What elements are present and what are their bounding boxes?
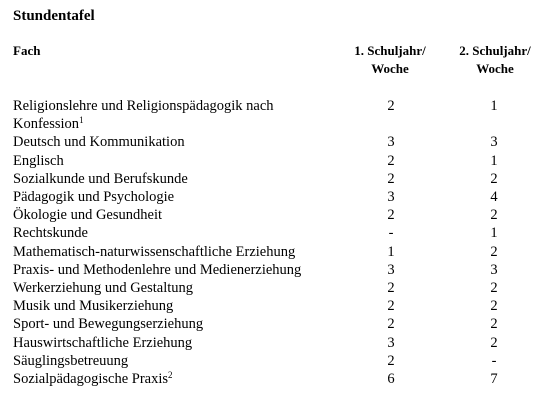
header-year2 [440, 42, 550, 78]
subject-label: Deutsch und Kommunikation [13, 134, 185, 151]
year2-value: 3 [490, 261, 498, 278]
subject-cell [0, 370, 330, 388]
table-row [0, 133, 552, 151]
table-row [0, 315, 552, 333]
subject-label: Rechtskunde [13, 225, 88, 242]
year1-value: 2 [387, 316, 395, 333]
year2-value: 2 [490, 207, 498, 224]
year1-value: 3 [387, 189, 395, 206]
year1-value: 2 [387, 352, 395, 369]
year1-value: 2 [387, 170, 395, 187]
subject-label: Ökologie und Gesundheit [13, 207, 163, 224]
year2-value: - [491, 352, 497, 369]
table-row [0, 152, 552, 170]
table-row [0, 243, 552, 261]
table-row [0, 352, 552, 370]
footnote-marker: 1 [79, 115, 84, 126]
year2-value: 7 [490, 371, 498, 388]
year1-value: 2 [387, 98, 395, 114]
subject-label: Religionslehre und Religionspädagogik nach [13, 98, 274, 114]
subject-label: Mathematisch-naturwissenschaftliche Erziehung [13, 243, 296, 260]
header-year1 [335, 42, 445, 78]
year1-value: 2 [387, 152, 395, 169]
table-row [0, 206, 552, 224]
year1-value: 2 [387, 207, 395, 224]
header-year2-line2: Woche [476, 61, 514, 76]
year1-value: - [388, 225, 394, 242]
year1-value: 3 [387, 334, 395, 351]
subject-label: Praxis- und Methodenlehre und Medienerziehung [13, 261, 302, 278]
year2-value: 2 [490, 298, 498, 315]
subject-label: Sport- und Bewegungserziehung [13, 316, 204, 333]
subject-label: Musik und Musikerziehung [13, 298, 174, 315]
table-row [0, 170, 552, 188]
year2-value: 1 [490, 152, 498, 169]
table-row [0, 279, 552, 297]
subject-label: Säuglingsbetreuung [13, 352, 129, 369]
table-row [0, 297, 552, 315]
header-year1-line2: Woche [371, 61, 409, 76]
subject-label: Hauswirtschaftliche Erziehung [13, 334, 193, 351]
year2-value: 3 [490, 134, 498, 151]
year1-value: 2 [387, 298, 395, 315]
year2-value: 2 [490, 243, 498, 260]
subject-label: Sozialpädagogische Praxis [13, 371, 169, 388]
subject-cell [0, 97, 330, 133]
year2-value: 2 [490, 170, 498, 187]
year1-value: 3 [387, 134, 395, 151]
table-header [0, 42, 552, 82]
footnote-marker: 2 [168, 370, 173, 381]
year2-value: 2 [490, 280, 498, 297]
subject-label: Werkerziehung und Gestaltung [13, 280, 194, 297]
year1-value: 1 [387, 243, 395, 260]
subject-label-continued: Konfession [13, 116, 80, 133]
year1-value: 2 [387, 280, 395, 297]
year2-value: 1 [490, 98, 498, 114]
table-row [0, 334, 552, 352]
header-year2-line1: 2. Schuljahr/ [459, 43, 531, 58]
page-title: Stundentafel [13, 8, 95, 24]
subject-label: Englisch [13, 152, 64, 169]
table-row [0, 370, 552, 388]
subject-label: Pädagogik und Psychologie [13, 189, 175, 206]
year1-value: 3 [387, 261, 395, 278]
table-row [0, 97, 552, 133]
year2-value: 2 [490, 316, 498, 333]
year2-value: 2 [490, 334, 498, 351]
header-subject: Fach [13, 43, 41, 58]
subject-table [0, 97, 552, 388]
year2-value: 1 [490, 225, 498, 242]
table-row [0, 261, 552, 279]
subject-label: Sozialkunde und Berufskunde [13, 170, 188, 187]
header-year1-line1: 1. Schuljahr/ [354, 43, 426, 58]
table-row [0, 188, 552, 206]
year2-value: 4 [490, 189, 498, 206]
table-row [0, 224, 552, 242]
year1-value: 6 [387, 371, 395, 388]
